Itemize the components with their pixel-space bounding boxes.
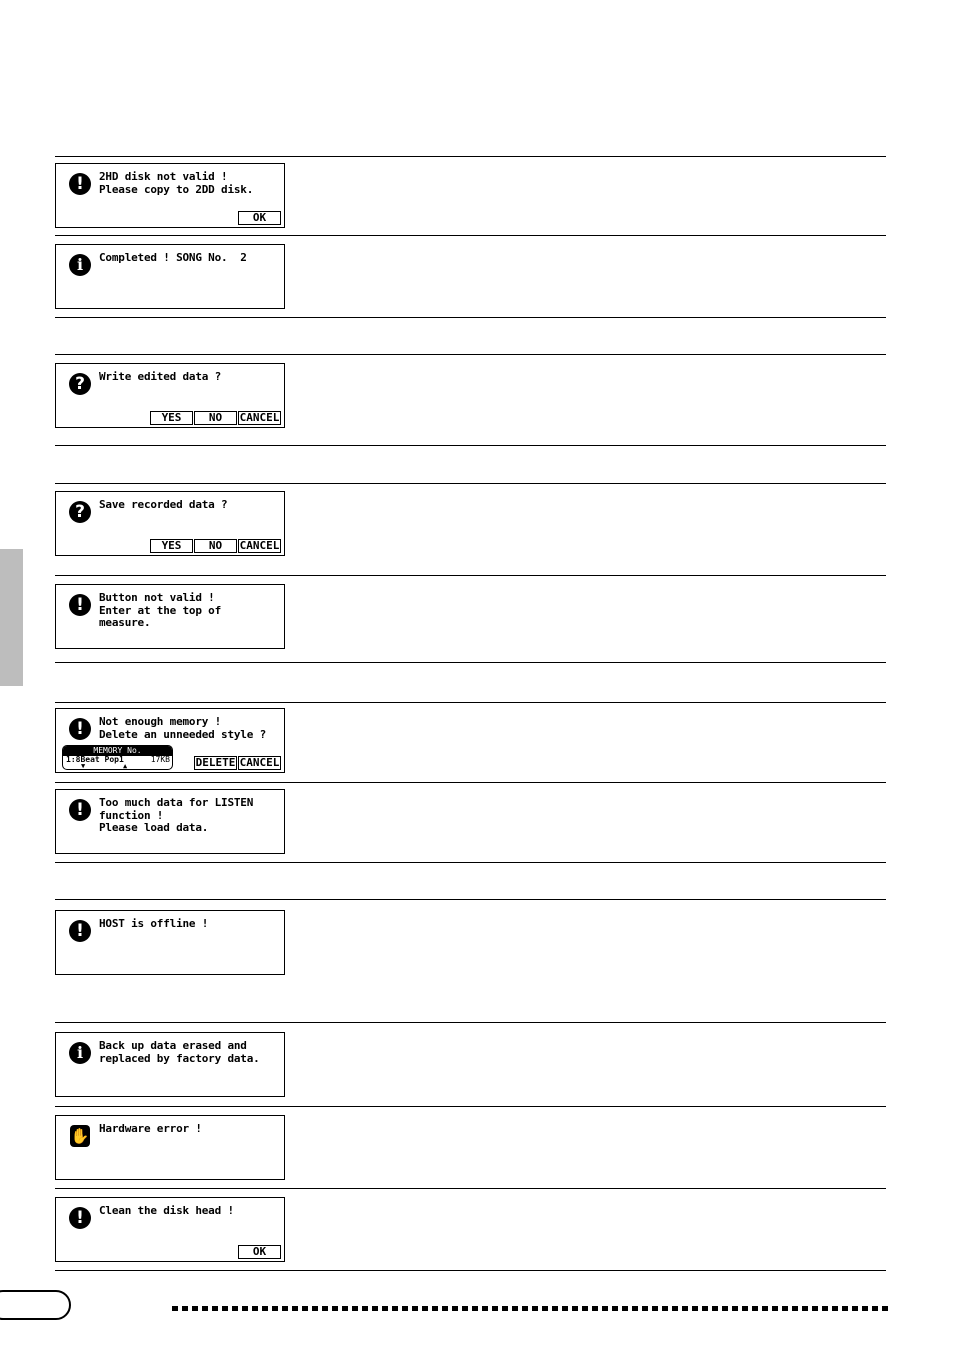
- footer-dot: [682, 1306, 688, 1311]
- lcd-message-clean-disk-head: [55, 1197, 285, 1262]
- footer-dot: [412, 1306, 418, 1311]
- memory-style-size: 17KB: [150, 755, 170, 764]
- footer-dot: [292, 1306, 298, 1311]
- no-button[interactable]: NO: [194, 411, 237, 425]
- footer-dot: [562, 1306, 568, 1311]
- dotted-footer-line: [172, 1306, 888, 1311]
- footer-dot: [582, 1306, 588, 1311]
- message-text: 2HD disk not valid ! Please copy to 2DD disk.: [99, 170, 254, 196]
- message-text: Write edited data ?: [99, 370, 222, 383]
- footer-dot: [522, 1306, 528, 1311]
- footer-dot: [422, 1306, 428, 1311]
- exclamation-icon: !: [69, 594, 91, 616]
- divider: [55, 1022, 886, 1023]
- memory-label: MEMORY No.: [63, 746, 172, 756]
- footer-dot: [332, 1306, 338, 1311]
- footer-dot: [772, 1306, 778, 1311]
- footer-dot: [512, 1306, 518, 1311]
- ok-button[interactable]: OK: [238, 211, 281, 225]
- footer-dot: [852, 1306, 858, 1311]
- footer-dot: [362, 1306, 368, 1311]
- divider: [55, 662, 886, 663]
- footer-dot: [802, 1306, 808, 1311]
- footer-dot: [612, 1306, 618, 1311]
- footer-dot: [872, 1306, 878, 1311]
- divider: [55, 156, 886, 157]
- footer-dot: [452, 1306, 458, 1311]
- footer-dot: [862, 1306, 868, 1311]
- message-text: Too much data for LISTEN function ! Please load data.: [99, 796, 254, 834]
- footer-dot: [742, 1306, 748, 1311]
- footer-dot: [782, 1306, 788, 1311]
- divider: [55, 782, 886, 783]
- footer-dot: [322, 1306, 328, 1311]
- message-text: Save recorded data ?: [99, 498, 228, 511]
- divider: [55, 1188, 886, 1189]
- footer-dot: [192, 1306, 198, 1311]
- lcd-message-2hd-disk: [55, 163, 285, 228]
- divider: [55, 235, 886, 236]
- lcd-message-host-offline: [55, 910, 285, 975]
- info-icon: i: [69, 1042, 91, 1064]
- footer-dot: [312, 1306, 318, 1311]
- divider: [55, 483, 886, 484]
- footer-dot: [662, 1306, 668, 1311]
- divider: [55, 445, 886, 446]
- footer-dot: [462, 1306, 468, 1311]
- footer-dot: [812, 1306, 818, 1311]
- exclamation-icon: !: [69, 718, 91, 740]
- message-text: Not enough memory ! Delete an unneeded style ?: [99, 715, 266, 741]
- footer-dot: [552, 1306, 558, 1311]
- footer-dot: [262, 1306, 268, 1311]
- footer-dot: [252, 1306, 258, 1311]
- message-text: Back up data erased and replaced by factory data.: [99, 1039, 260, 1065]
- footer-dot: [212, 1306, 218, 1311]
- message-text: HOST is offline !: [99, 917, 209, 930]
- divider: [55, 1270, 886, 1271]
- yes-button[interactable]: YES: [150, 411, 193, 425]
- footer-dot: [722, 1306, 728, 1311]
- footer-dot: [572, 1306, 578, 1311]
- footer-dot: [302, 1306, 308, 1311]
- divider: [55, 862, 886, 863]
- footer-dot: [882, 1306, 888, 1311]
- lcd-message-too-much-data: [55, 789, 285, 854]
- footer-dot: [232, 1306, 238, 1311]
- divider: [55, 1106, 886, 1107]
- footer-dot: [472, 1306, 478, 1311]
- message-text: Hardware error !: [99, 1122, 202, 1135]
- footer-dot: [222, 1306, 228, 1311]
- footer-dot: [532, 1306, 538, 1311]
- arrow-down-icon: ▼: [81, 762, 86, 770]
- exclamation-icon: !: [69, 920, 91, 942]
- hand-icon: ✋: [70, 1127, 90, 1145]
- cancel-button[interactable]: CANCEL: [239, 756, 280, 769]
- cancel-button[interactable]: CANCEL: [239, 411, 280, 424]
- divider: [55, 899, 886, 900]
- footer-dot: [792, 1306, 798, 1311]
- footer-dot: [182, 1306, 188, 1311]
- footer-dot: [442, 1306, 448, 1311]
- lcd-message-backup-erased: [55, 1032, 285, 1097]
- footer-dot: [202, 1306, 208, 1311]
- memory-style-name: 1:8Beat Pop1: [66, 755, 124, 764]
- divider: [55, 702, 886, 703]
- footer-dot: [392, 1306, 398, 1311]
- exclamation-icon: !: [69, 799, 91, 821]
- footer-dot: [672, 1306, 678, 1311]
- divider: [55, 354, 886, 355]
- lcd-message-completed: [55, 244, 285, 309]
- memory-selector[interactable]: [62, 745, 173, 770]
- divider: [55, 317, 886, 318]
- footer-dot: [632, 1306, 638, 1311]
- yes-button[interactable]: YES: [150, 539, 193, 553]
- lcd-message-not-enough-memory: [55, 708, 285, 773]
- question-icon: ?: [69, 501, 91, 523]
- footer-dot: [762, 1306, 768, 1311]
- footer-dot: [732, 1306, 738, 1311]
- side-thumb-tab: [0, 549, 23, 686]
- cancel-button[interactable]: CANCEL: [239, 539, 280, 552]
- footer-dot: [402, 1306, 408, 1311]
- message-text: Button not valid ! Enter at the top of measure.: [99, 591, 222, 629]
- message-text: Completed ! SONG No. 2: [99, 251, 247, 264]
- footer-dot: [172, 1306, 178, 1311]
- footer-dot: [242, 1306, 248, 1311]
- ok-button[interactable]: OK: [238, 1245, 281, 1259]
- footer-dot: [342, 1306, 348, 1311]
- footer-dot: [692, 1306, 698, 1311]
- question-icon: ?: [69, 373, 91, 395]
- delete-button[interactable]: DELETE: [195, 756, 236, 769]
- lcd-message-button-not-valid: [55, 584, 285, 649]
- footer-dot: [592, 1306, 598, 1311]
- lcd-message-hardware-error: [55, 1115, 285, 1180]
- footer-dot: [752, 1306, 758, 1311]
- footer-dot: [502, 1306, 508, 1311]
- footer-dot: [272, 1306, 278, 1311]
- footer-dot: [842, 1306, 848, 1311]
- lcd-message-write-edited-data: [55, 363, 285, 428]
- footer-dot: [622, 1306, 628, 1311]
- info-icon: i: [69, 254, 91, 276]
- message-text: Clean the disk head !: [99, 1204, 234, 1217]
- footer-dot: [702, 1306, 708, 1311]
- footer-dot: [352, 1306, 358, 1311]
- footer-dot: [822, 1306, 828, 1311]
- arrow-up-icon: ▲: [123, 762, 128, 770]
- footer-dot: [282, 1306, 288, 1311]
- footer-dot: [482, 1306, 488, 1311]
- footer-dot: [652, 1306, 658, 1311]
- footer-dot: [372, 1306, 378, 1311]
- footer-dot: [382, 1306, 388, 1311]
- footer-dot: [432, 1306, 438, 1311]
- exclamation-icon: !: [69, 1207, 91, 1229]
- footer-dot: [602, 1306, 608, 1311]
- divider: [55, 575, 886, 576]
- footer-dot: [642, 1306, 648, 1311]
- footer-dot: [542, 1306, 548, 1311]
- lcd-message-save-recorded-data: [55, 491, 285, 556]
- footer-dot: [712, 1306, 718, 1311]
- footer-dot: [832, 1306, 838, 1311]
- footer-dot: [492, 1306, 498, 1311]
- no-button[interactable]: NO: [194, 539, 237, 553]
- page-number-tab: [0, 1290, 71, 1320]
- exclamation-icon: !: [69, 173, 91, 195]
